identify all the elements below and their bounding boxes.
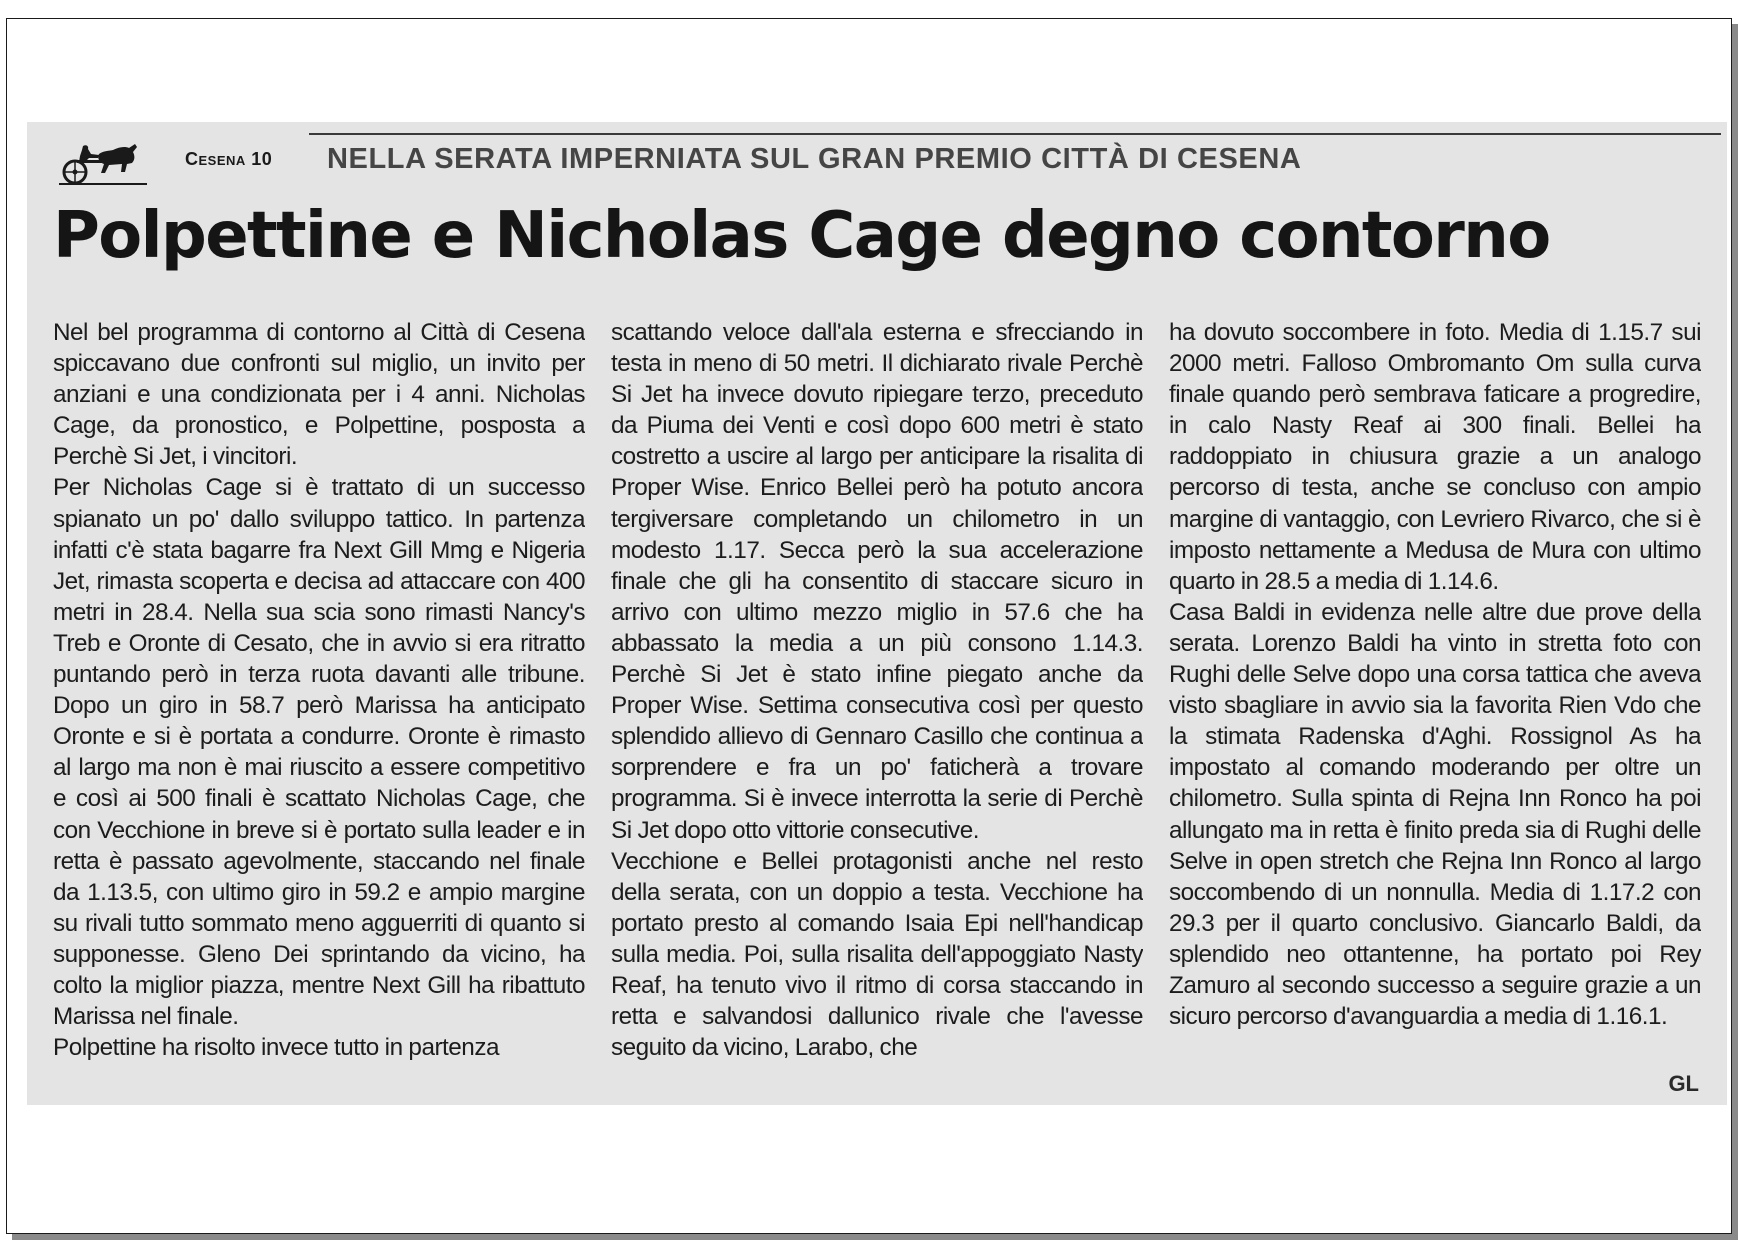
section-label: Cesena 10	[185, 149, 273, 169]
section-logo	[55, 138, 271, 170]
article-column-3	[1169, 317, 1701, 1097]
paragraph: Vecchione e Bellei protagonisti anche nel resto della serata, con un doppio a testa. Vecchione ha portato presto al comando Isaia Epi nell'handicap sulla media. Poi, sulla risalita dell'appoggiato Nasty Reaf, ha tenuto vivo il ritmo di corsa staccando in retta e salvandosi dallunico rivale che l'avesse seguito da vicino, Larabo, che	[611, 847, 1143, 1062]
article-body	[53, 317, 1721, 1097]
paragraph: Per Nicholas Cage si è trattato di un successo spianato un po' dallo sviluppo tattico. In partenza infatti c'è stata bagarre fra Next Gill Mmg e Nigeria Jet, rimasta scoperta e decisa ad attaccare con 400 metri in 28.4. Nella sua scia sono rimasti Nancy's Treb e Oronte di Cesato, che in avvio si era ritratto puntando però in terza ruota davanti alle tribune. Dopo un giro in 58.7 però Marissa ha anticipato Oronte e si è portata a condurre. Oronte è rimasto al largo ma non è mai riuscito a essere competitivo e così ai 500 finali è scattato Nicholas Cage, che con Vecchione in breve si è portato sulla leader e in retta è passato agevolmente, staccando nel finale da 1.13.5, con ultimo giro in 59.2 e ampio margine su rivali tutto sommato meno agguerriti di quanto si supponesse. Gleno Dei sprintando da vicino, ha colto la miglior piazza, mentre Next Gill ha ribattuto Marissa nel finale.	[53, 474, 585, 1031]
kicker-rule	[309, 133, 1721, 135]
paragraph: ha dovuto soccombere in foto. Media di 1.15.7 sui 2000 metri. Falloso Ombromanto Om sulla curva finale quando però sembrava faticare a progredire, in calo Nasty Reaf ai 300 finali. Bellei ha raddoppiato in chiusura grazie a un analogo percorso di testa, anche se concluso con ampio margine di vantaggio, con Levriero Rivarco, che si è imposto nettamente a Medusa de Mura con ultimo quarto in 28.5 a media di 1.14.6.	[1169, 319, 1701, 595]
article-column-2	[611, 317, 1143, 1097]
article-column-1	[53, 317, 585, 1097]
paragraph: Polpettine ha risolto invece tutto in partenza	[53, 1034, 499, 1062]
newspaper-clipping	[27, 122, 1727, 1105]
page-frame	[6, 18, 1732, 1234]
paragraph: scattando veloce dall'ala esterna e sfrecciando in testa in meno di 50 metri. Il dichiarato rivale Perchè Si Jet ha invece dovuto ripiegare terzo, preceduto da Piuma dei Venti e così dopo 600 metri è stato costretto a uscire al largo per anticipare la risalita di Proper Wise. Enrico Bellei però ha potuto ancora tergiversare completando un chilometro in un modesto 1.17. Secca però la sua accelerazione finale che gli ha consentito di staccare sicuro in arrivo con ultimo mezzo miglio in 57.6 che ha abbassato la media a un più consono 1.14.3. Perchè Si Jet è stato infine piegato anche da Proper Wise. Settima consecutiva così per questo splendido allievo di Gennaro Casillo che continua a sorprendere e fra un po' faticherà a trovare programma. Si è invece interrotta la serie di Perchè Si Jet dopo otto vittorie consecutive.	[611, 319, 1143, 844]
author-signature: GL	[1668, 1071, 1699, 1096]
article-headline: Polpettine e Nicholas Cage degno contorno	[53, 199, 1550, 273]
kicker-row	[27, 132, 1727, 176]
paragraph: Nel bel programma di contorno al Città di Cesena spiccavano due confronti sul miglio, un invito per anziani e una condizionata per i 4 anni. Nicholas Cage, da pronostico, e Polpettine, posposta a Perchè Si Jet, i vincitori.	[53, 319, 585, 471]
harness-horse-sulky-icon	[55, 138, 155, 190]
article-kicker: NELLA SERATA IMPERNIATA SUL GRAN PREMIO CITTÀ DI CESENA	[327, 143, 1302, 175]
paragraph: Casa Baldi in evidenza nelle altre due prove della serata. Lorenzo Baldi ha vinto in stretta foto con Rughi delle Selve dopo una corsa tattica che aveva visto sbagliare in avvio sia la favorita Rien Vdo che la stimata Radenska d'Aghi. Rossignol As ha impostato al comando moderando per oltre un chilometro. Sulla spinta di Rejna Inn Ronco ha poi allungato ma in retta è finito preda sia di Rughi delle Selve in open stretch che Rejna Inn Ronco al largo soccombendo di un nonnulla. Media di 1.17.2 con 29.3 per il quarto conclusivo. Giancarlo Baldi, da splendido neo ottantenne, ha portato poi Rey Zamuro al secondo successo a seguire grazie a un sicuro percorso d'avanguardia a media di 1.16.1.	[1169, 598, 1701, 1031]
